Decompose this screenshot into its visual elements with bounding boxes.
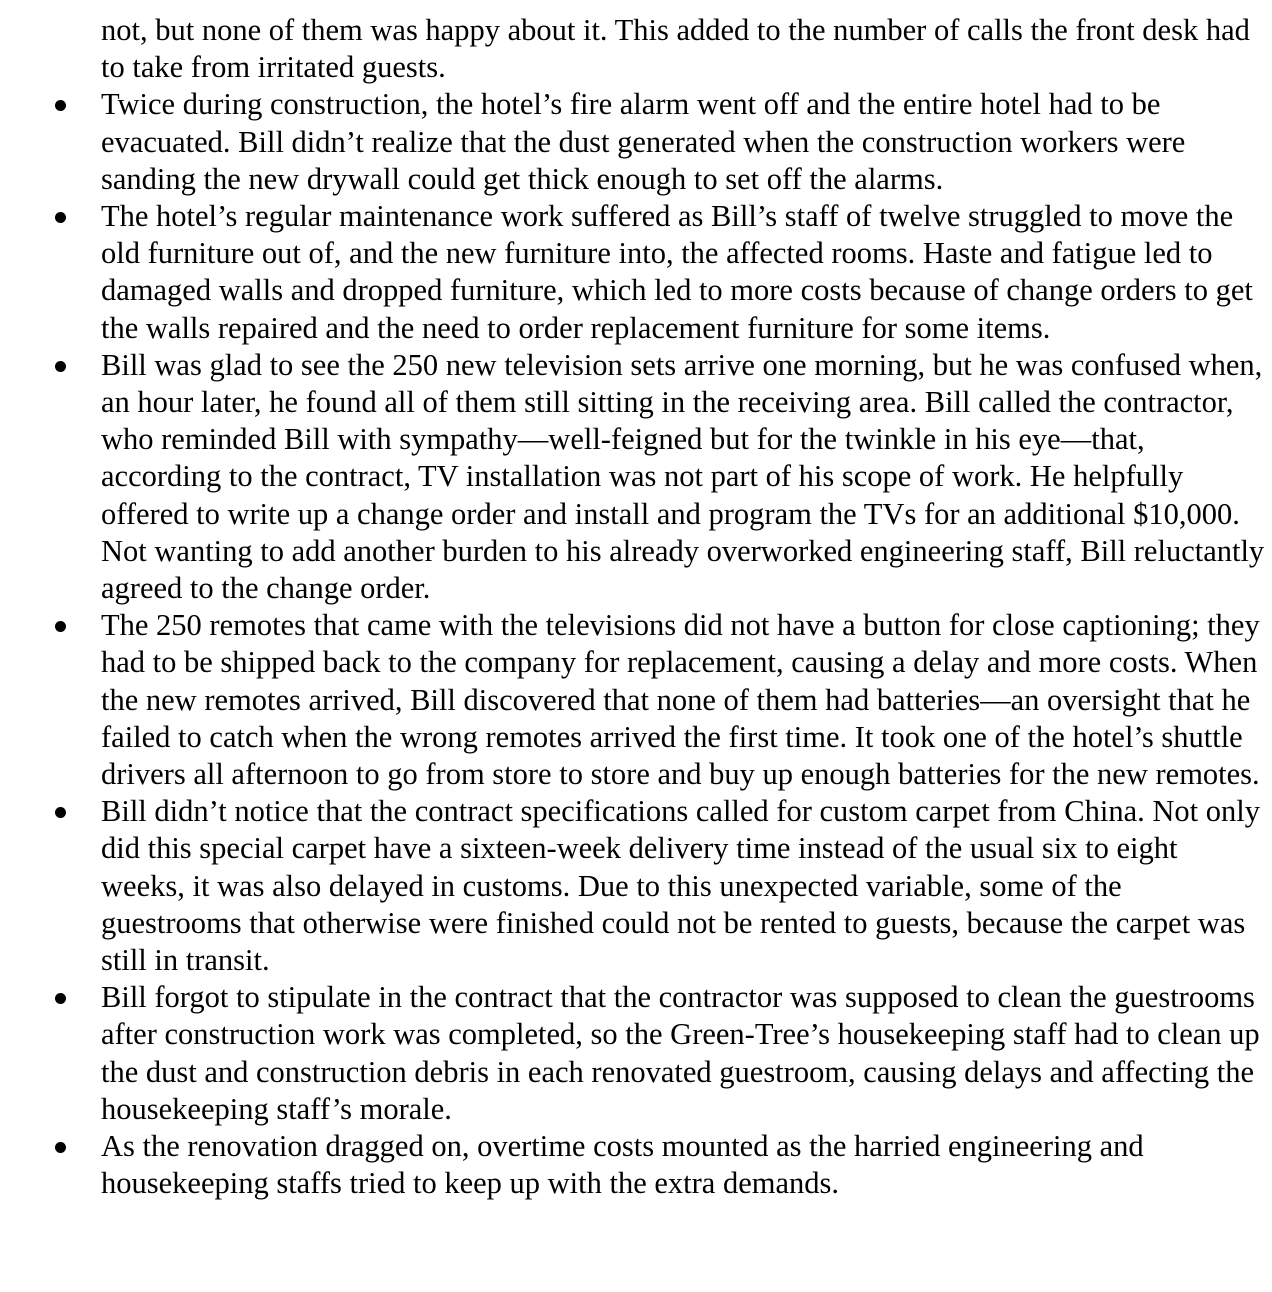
bullet-icon [55,621,66,632]
bullet-icon [55,361,66,372]
list-item-text: The hotel’s regular maintenance work suffered as Bill’s staff of twelve struggled to move the old furniture out of, and the new furniture into, the affected rooms. Haste and fatigue led to damaged walls and dropped furniture, which led to more costs because of change orders to get the walls repaired and the need to order replacement furniture for some items. [101,199,1253,345]
bullet-icon [55,807,66,818]
list-item-text: Bill didn’t notice that the contract specifications called for custom carpet from China. Not only did this special carpet have a sixteen-week delivery time instead of the usual six to eight weeks, it was also delayed in customs. Due to this unexpected variable, some of the guestrooms that otherwise were finished could not be rented to guests, because the carpet was still in transit. [101,794,1260,978]
bullet-icon [55,212,66,223]
list-item [0,347,1267,607]
list-item [0,607,1267,793]
list-item [0,979,1267,1128]
list-item-text: As the renovation dragged on, overtime costs mounted as the harried engineering and housekeeping staffs tried to keep up with the extra demands. [101,1129,1144,1201]
list-item [0,86,1267,198]
bullet-icon [55,993,66,1004]
document-page [0,12,1272,1203]
list-item-text: Bill forgot to stipulate in the contract that the contractor was supposed to clean the guestrooms after construction work was completed, so the Green-Tree’s housekeeping staff had to clean up the dust and construction debris in each renovated guestroom, causing delays and affecting the housekeeping staff’s morale. [101,980,1260,1126]
list-item-text: The 250 remotes that came with the televisions did not have a button for close captioning; they had to be shipped back to the company for replacement, causing a delay and more costs. When the new remotes arrived, Bill discovered that none of them had batteries—an oversight that he failed to catch when the wrong remotes arrived the first time. It took one of the hotel’s shuttle drivers all afternoon to go from store to store and buy up enough batteries for the new remotes. [101,608,1260,792]
bullet-icon [55,100,66,111]
list-item [0,1128,1267,1202]
list-item-text: Bill was glad to see the 250 new television sets arrive one morning, but he was confused when, an hour later, he found all of them still sitting in the receiving area. Bill called the contractor, who reminded Bill with sympathy—well-feigned but for the twinkle in his eye—that, according to the contract, TV installation was not part of his scope of work. He helpfully offered to write up a change order and install and program the TVs for an additional $10,000. Not wanting to add another burden to his already overworked engineering staff, Bill reluctantly agreed to the change order. [101,347,1265,606]
bullet-list [0,86,1272,1202]
list-item [0,198,1267,347]
continuation-paragraph: not, but none of them was happy about it. This added to the number of calls the front desk had to take from irritated guests. [101,13,1250,85]
bullet-icon [55,1142,66,1153]
list-item [0,793,1267,979]
list-item-text: Twice during construction, the hotel’s fire alarm went off and the entire hotel had to be evacuated. Bill didn’t realize that the dust generated when the construction workers were sanding the new drywall could get thick enough to set off the alarms. [101,87,1186,196]
